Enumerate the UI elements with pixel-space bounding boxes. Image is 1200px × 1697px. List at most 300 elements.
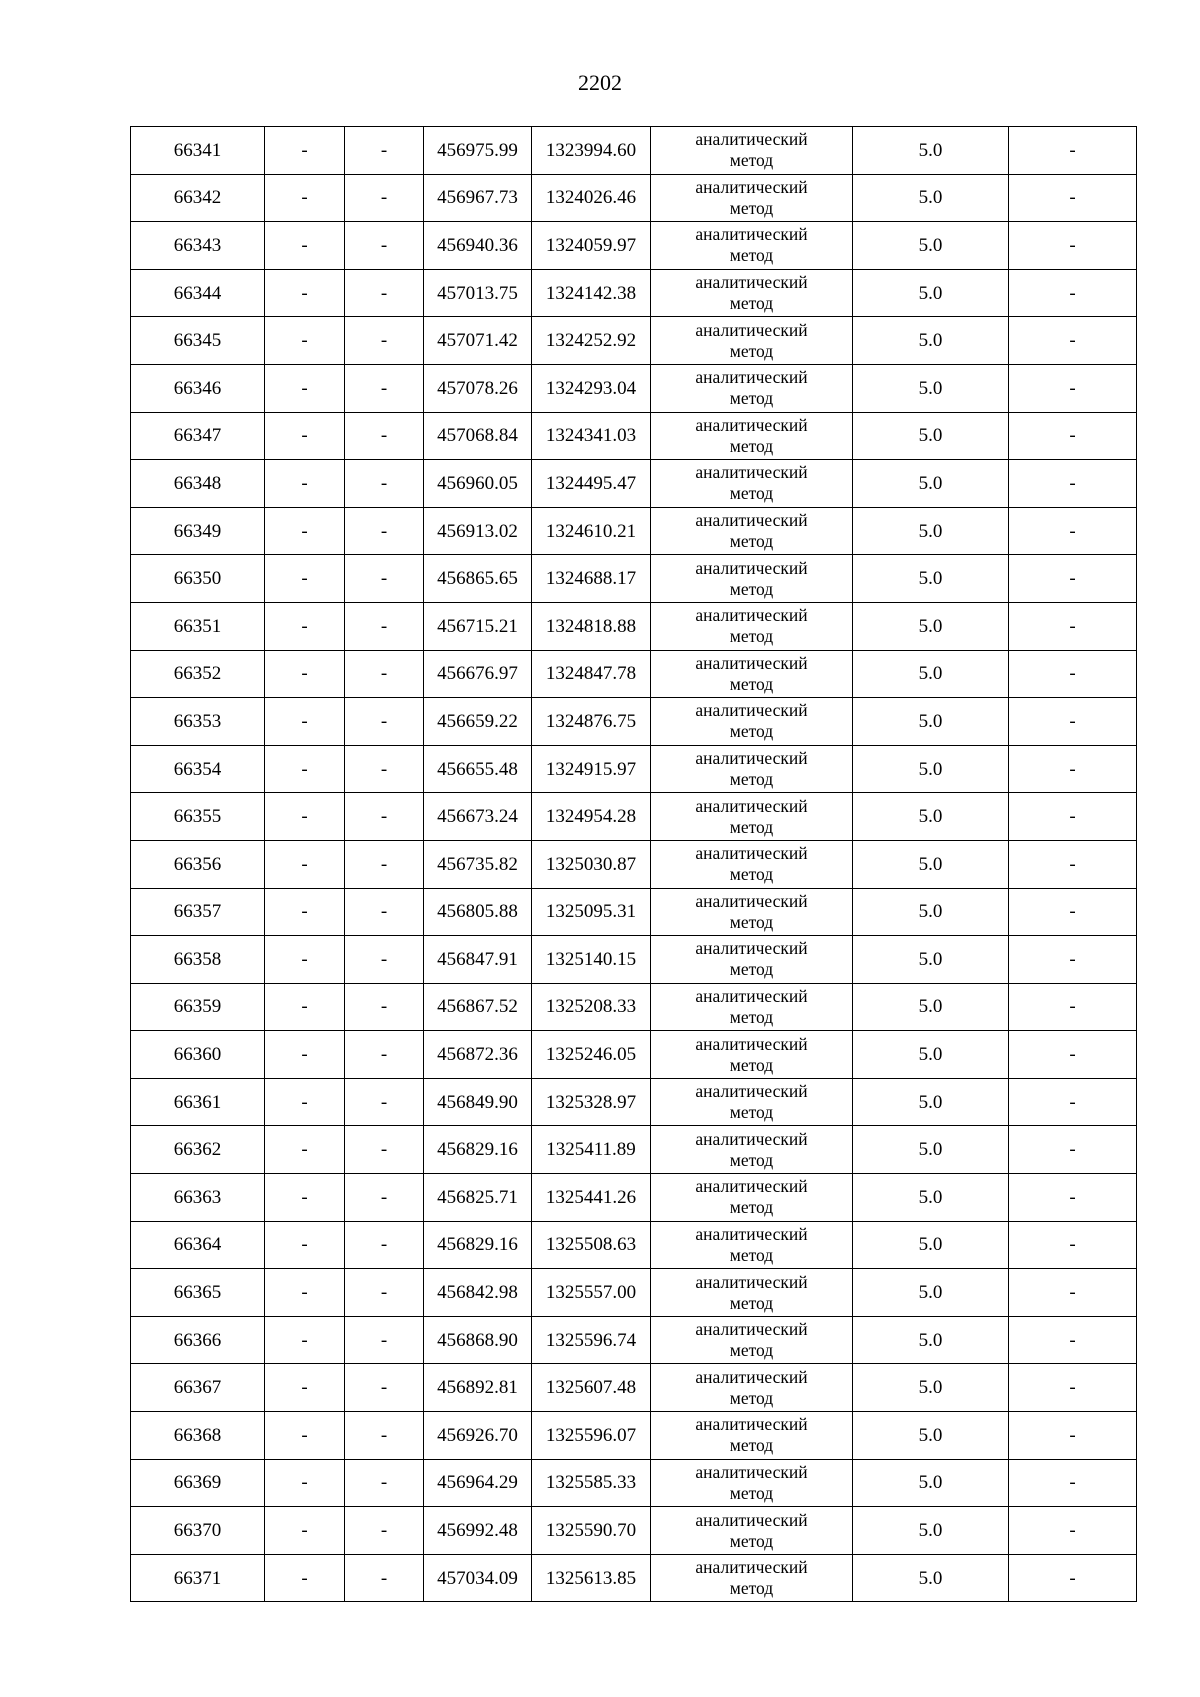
method-line-2: метод	[729, 1102, 774, 1123]
method-line-2: метод	[729, 435, 774, 456]
point-number-cell: 66363	[131, 1174, 265, 1222]
accuracy-cell: 5.0	[853, 127, 1009, 175]
method-line-2: метод	[729, 1054, 774, 1075]
method-line-1: аналитический	[695, 1509, 808, 1530]
method-line-1: аналитический	[695, 700, 808, 721]
note-cell: -	[1009, 412, 1137, 460]
method-line-1: аналитический	[695, 652, 808, 673]
empty-dash-cell: -	[345, 1269, 424, 1317]
y-coordinate-cell: 1325613.85	[532, 1554, 651, 1602]
method-line-1: аналитический	[695, 748, 808, 769]
table-row	[131, 1031, 1137, 1079]
table-row	[131, 1507, 1137, 1555]
method-cell	[651, 127, 853, 175]
y-coordinate-cell: 1323994.60	[532, 127, 651, 175]
point-number-cell: 66357	[131, 888, 265, 936]
method-cell	[651, 460, 853, 508]
table-row	[131, 745, 1137, 793]
method-cell	[651, 1031, 853, 1079]
note-cell: -	[1009, 127, 1137, 175]
x-coordinate-cell: 456805.88	[424, 888, 532, 936]
empty-dash-cell: -	[345, 888, 424, 936]
empty-dash-cell: -	[345, 412, 424, 460]
y-coordinate-cell: 1324847.78	[532, 650, 651, 698]
empty-dash-cell: -	[265, 364, 345, 412]
empty-dash-cell: -	[345, 698, 424, 746]
point-number-cell: 66368	[131, 1412, 265, 1460]
empty-dash-cell: -	[345, 1507, 424, 1555]
empty-dash-cell: -	[265, 555, 345, 603]
method-cell	[651, 936, 853, 984]
point-number-cell: 66347	[131, 412, 265, 460]
empty-dash-cell: -	[265, 1507, 345, 1555]
y-coordinate-cell: 1325590.70	[532, 1507, 651, 1555]
empty-dash-cell: -	[345, 269, 424, 317]
accuracy-cell: 5.0	[853, 602, 1009, 650]
empty-dash-cell: -	[265, 650, 345, 698]
point-number-cell: 66351	[131, 602, 265, 650]
table-row	[131, 1078, 1137, 1126]
method-line-2: метод	[729, 578, 774, 599]
accuracy-cell: 5.0	[853, 1459, 1009, 1507]
point-number-cell: 66364	[131, 1221, 265, 1269]
empty-dash-cell: -	[345, 507, 424, 555]
accuracy-cell: 5.0	[853, 698, 1009, 746]
method-cell	[651, 1554, 853, 1602]
y-coordinate-cell: 1324293.04	[532, 364, 651, 412]
y-coordinate-cell: 1325246.05	[532, 1031, 651, 1079]
table-row	[131, 269, 1137, 317]
method-line-1: аналитический	[695, 224, 808, 245]
table-row	[131, 983, 1137, 1031]
x-coordinate-cell: 456865.65	[424, 555, 532, 603]
x-coordinate-cell: 456715.21	[424, 602, 532, 650]
empty-dash-cell: -	[345, 317, 424, 365]
table-row	[131, 317, 1137, 365]
y-coordinate-cell: 1325140.15	[532, 936, 651, 984]
empty-dash-cell: -	[345, 555, 424, 603]
accuracy-cell: 5.0	[853, 1126, 1009, 1174]
x-coordinate-cell: 456872.36	[424, 1031, 532, 1079]
empty-dash-cell: -	[345, 840, 424, 888]
empty-dash-cell: -	[265, 127, 345, 175]
x-coordinate-cell: 456992.48	[424, 1507, 532, 1555]
x-coordinate-cell: 456735.82	[424, 840, 532, 888]
y-coordinate-cell: 1325208.33	[532, 983, 651, 1031]
y-coordinate-cell: 1325411.89	[532, 1126, 651, 1174]
y-coordinate-cell: 1325030.87	[532, 840, 651, 888]
accuracy-cell: 5.0	[853, 1412, 1009, 1460]
method-line-2: метод	[729, 1340, 774, 1361]
method-line-2: метод	[729, 293, 774, 314]
point-number-cell: 66341	[131, 127, 265, 175]
point-number-cell: 66353	[131, 698, 265, 746]
table-row	[131, 174, 1137, 222]
table-row	[131, 1269, 1137, 1317]
x-coordinate-cell: 456829.16	[424, 1221, 532, 1269]
accuracy-cell: 5.0	[853, 1364, 1009, 1412]
note-cell: -	[1009, 1174, 1137, 1222]
method-line-1: аналитический	[695, 605, 808, 626]
empty-dash-cell: -	[265, 840, 345, 888]
point-number-cell: 66350	[131, 555, 265, 603]
y-coordinate-cell: 1325095.31	[532, 888, 651, 936]
accuracy-cell: 5.0	[853, 745, 1009, 793]
note-cell: -	[1009, 983, 1137, 1031]
note-cell: -	[1009, 840, 1137, 888]
point-number-cell: 66355	[131, 793, 265, 841]
empty-dash-cell: -	[345, 1078, 424, 1126]
table-row	[131, 698, 1137, 746]
y-coordinate-cell: 1324876.75	[532, 698, 651, 746]
accuracy-cell: 5.0	[853, 317, 1009, 365]
x-coordinate-cell: 456676.97	[424, 650, 532, 698]
table-body	[131, 127, 1137, 1602]
x-coordinate-cell: 457071.42	[424, 317, 532, 365]
method-cell	[651, 1221, 853, 1269]
empty-dash-cell: -	[265, 745, 345, 793]
note-cell: -	[1009, 1459, 1137, 1507]
method-line-2: метод	[729, 864, 774, 885]
empty-dash-cell: -	[265, 174, 345, 222]
point-number-cell: 66352	[131, 650, 265, 698]
table-row	[131, 364, 1137, 412]
y-coordinate-cell: 1324954.28	[532, 793, 651, 841]
coordinates-table	[130, 126, 1137, 1602]
method-line-1: аналитический	[695, 272, 808, 293]
method-line-1: аналитический	[695, 1223, 808, 1244]
note-cell: -	[1009, 1126, 1137, 1174]
x-coordinate-cell: 456967.73	[424, 174, 532, 222]
table-row	[131, 222, 1137, 270]
method-line-1: аналитический	[695, 414, 808, 435]
y-coordinate-cell: 1324026.46	[532, 174, 651, 222]
accuracy-cell: 5.0	[853, 1221, 1009, 1269]
point-number-cell: 66358	[131, 936, 265, 984]
method-cell	[651, 412, 853, 460]
method-cell	[651, 793, 853, 841]
accuracy-cell: 5.0	[853, 1269, 1009, 1317]
method-cell	[651, 222, 853, 270]
note-cell: -	[1009, 1269, 1137, 1317]
method-line-1: аналитический	[695, 1081, 808, 1102]
method-line-2: метод	[729, 911, 774, 932]
empty-dash-cell: -	[345, 1459, 424, 1507]
y-coordinate-cell: 1325508.63	[532, 1221, 651, 1269]
point-number-cell: 66370	[131, 1507, 265, 1555]
x-coordinate-cell: 457013.75	[424, 269, 532, 317]
point-number-cell: 66365	[131, 1269, 265, 1317]
empty-dash-cell: -	[265, 222, 345, 270]
accuracy-cell: 5.0	[853, 1031, 1009, 1079]
x-coordinate-cell: 457078.26	[424, 364, 532, 412]
x-coordinate-cell: 456868.90	[424, 1316, 532, 1364]
empty-dash-cell: -	[265, 698, 345, 746]
empty-dash-cell: -	[265, 1126, 345, 1174]
table-row	[131, 1126, 1137, 1174]
note-cell: -	[1009, 698, 1137, 746]
accuracy-cell: 5.0	[853, 793, 1009, 841]
table-row	[131, 1554, 1137, 1602]
empty-dash-cell: -	[265, 507, 345, 555]
empty-dash-cell: -	[345, 745, 424, 793]
table-row	[131, 555, 1137, 603]
point-number-cell: 66361	[131, 1078, 265, 1126]
method-line-1: аналитический	[695, 1557, 808, 1578]
x-coordinate-cell: 456829.16	[424, 1126, 532, 1174]
method-cell	[651, 745, 853, 793]
y-coordinate-cell: 1325585.33	[532, 1459, 651, 1507]
point-number-cell: 66371	[131, 1554, 265, 1602]
method-cell	[651, 269, 853, 317]
note-cell: -	[1009, 1507, 1137, 1555]
method-line-1: аналитический	[695, 938, 808, 959]
method-line-1: аналитический	[695, 843, 808, 864]
method-line-2: метод	[729, 1149, 774, 1170]
method-line-1: аналитический	[695, 557, 808, 578]
table-row	[131, 1459, 1137, 1507]
x-coordinate-cell: 456867.52	[424, 983, 532, 1031]
empty-dash-cell: -	[345, 127, 424, 175]
method-line-2: метод	[729, 340, 774, 361]
method-line-1: аналитический	[695, 367, 808, 388]
method-cell	[651, 650, 853, 698]
method-cell	[651, 1364, 853, 1412]
method-line-1: аналитический	[695, 1414, 808, 1435]
x-coordinate-cell: 456964.29	[424, 1459, 532, 1507]
point-number-cell: 66354	[131, 745, 265, 793]
y-coordinate-cell: 1324142.38	[532, 269, 651, 317]
empty-dash-cell: -	[345, 364, 424, 412]
empty-dash-cell: -	[265, 1221, 345, 1269]
x-coordinate-cell: 456940.36	[424, 222, 532, 270]
empty-dash-cell: -	[345, 1126, 424, 1174]
accuracy-cell: 5.0	[853, 840, 1009, 888]
method-line-1: аналитический	[695, 1128, 808, 1149]
x-coordinate-cell: 456847.91	[424, 936, 532, 984]
y-coordinate-cell: 1324495.47	[532, 460, 651, 508]
method-line-1: аналитический	[695, 1461, 808, 1482]
empty-dash-cell: -	[265, 1269, 345, 1317]
empty-dash-cell: -	[345, 1554, 424, 1602]
empty-dash-cell: -	[345, 1412, 424, 1460]
accuracy-cell: 5.0	[853, 1554, 1009, 1602]
method-cell	[651, 1126, 853, 1174]
empty-dash-cell: -	[345, 1221, 424, 1269]
empty-dash-cell: -	[265, 412, 345, 460]
note-cell: -	[1009, 174, 1137, 222]
empty-dash-cell: -	[265, 888, 345, 936]
y-coordinate-cell: 1324610.21	[532, 507, 651, 555]
y-coordinate-cell: 1325328.97	[532, 1078, 651, 1126]
y-coordinate-cell: 1325596.07	[532, 1412, 651, 1460]
note-cell: -	[1009, 222, 1137, 270]
empty-dash-cell: -	[345, 793, 424, 841]
method-line-2: метод	[729, 1006, 774, 1027]
accuracy-cell: 5.0	[853, 174, 1009, 222]
y-coordinate-cell: 1325596.74	[532, 1316, 651, 1364]
note-cell: -	[1009, 364, 1137, 412]
method-cell	[651, 1078, 853, 1126]
method-line-1: аналитический	[695, 985, 808, 1006]
empty-dash-cell: -	[345, 174, 424, 222]
method-line-2: метод	[729, 959, 774, 980]
empty-dash-cell: -	[345, 650, 424, 698]
x-coordinate-cell: 456673.24	[424, 793, 532, 841]
y-coordinate-cell: 1324818.88	[532, 602, 651, 650]
point-number-cell: 66362	[131, 1126, 265, 1174]
note-cell: -	[1009, 745, 1137, 793]
note-cell: -	[1009, 555, 1137, 603]
method-line-2: метод	[729, 1578, 774, 1599]
method-cell	[651, 507, 853, 555]
point-number-cell: 66342	[131, 174, 265, 222]
empty-dash-cell: -	[265, 1031, 345, 1079]
table-row	[131, 1174, 1137, 1222]
method-cell	[651, 1412, 853, 1460]
empty-dash-cell: -	[345, 983, 424, 1031]
empty-dash-cell: -	[345, 602, 424, 650]
table-row	[131, 1364, 1137, 1412]
empty-dash-cell: -	[265, 1174, 345, 1222]
empty-dash-cell: -	[345, 1031, 424, 1079]
table-row	[131, 507, 1137, 555]
table-row	[131, 1316, 1137, 1364]
method-line-1: аналитический	[695, 462, 808, 483]
method-cell	[651, 698, 853, 746]
empty-dash-cell: -	[265, 1412, 345, 1460]
method-line-1: аналитический	[695, 1176, 808, 1197]
y-coordinate-cell: 1324252.92	[532, 317, 651, 365]
method-line-2: метод	[729, 1244, 774, 1265]
method-line-2: метод	[729, 626, 774, 647]
method-line-2: метод	[729, 483, 774, 504]
method-cell	[651, 1459, 853, 1507]
empty-dash-cell: -	[265, 269, 345, 317]
method-cell	[651, 174, 853, 222]
table-row	[131, 840, 1137, 888]
table-row	[131, 793, 1137, 841]
method-line-1: аналитический	[695, 890, 808, 911]
accuracy-cell: 5.0	[853, 650, 1009, 698]
y-coordinate-cell: 1324688.17	[532, 555, 651, 603]
method-line-2: метод	[729, 1530, 774, 1551]
method-line-2: метод	[729, 1197, 774, 1218]
page-number: 2202	[578, 70, 622, 95]
accuracy-cell: 5.0	[853, 412, 1009, 460]
accuracy-cell: 5.0	[853, 1507, 1009, 1555]
accuracy-cell: 5.0	[853, 460, 1009, 508]
method-line-1: аналитический	[695, 319, 808, 340]
empty-dash-cell: -	[345, 1316, 424, 1364]
y-coordinate-cell: 1324915.97	[532, 745, 651, 793]
x-coordinate-cell: 456926.70	[424, 1412, 532, 1460]
empty-dash-cell: -	[265, 1316, 345, 1364]
empty-dash-cell: -	[265, 936, 345, 984]
note-cell: -	[1009, 650, 1137, 698]
accuracy-cell: 5.0	[853, 936, 1009, 984]
method-line-2: метод	[729, 388, 774, 409]
empty-dash-cell: -	[265, 1364, 345, 1412]
table-row	[131, 602, 1137, 650]
accuracy-cell: 5.0	[853, 983, 1009, 1031]
x-coordinate-cell: 456825.71	[424, 1174, 532, 1222]
method-line-2: метод	[729, 1435, 774, 1456]
point-number-cell: 66369	[131, 1459, 265, 1507]
empty-dash-cell: -	[265, 602, 345, 650]
point-number-cell: 66343	[131, 222, 265, 270]
table-row	[131, 888, 1137, 936]
method-line-2: метод	[729, 769, 774, 790]
y-coordinate-cell: 1325441.26	[532, 1174, 651, 1222]
note-cell: -	[1009, 507, 1137, 555]
empty-dash-cell: -	[345, 460, 424, 508]
empty-dash-cell: -	[265, 1459, 345, 1507]
note-cell: -	[1009, 1031, 1137, 1079]
table-row	[131, 460, 1137, 508]
empty-dash-cell: -	[265, 317, 345, 365]
point-number-cell: 66367	[131, 1364, 265, 1412]
empty-dash-cell: -	[265, 460, 345, 508]
method-cell	[651, 888, 853, 936]
empty-dash-cell: -	[345, 222, 424, 270]
point-number-cell: 66345	[131, 317, 265, 365]
method-cell	[651, 1174, 853, 1222]
x-coordinate-cell: 456842.98	[424, 1269, 532, 1317]
empty-dash-cell: -	[265, 1078, 345, 1126]
accuracy-cell: 5.0	[853, 269, 1009, 317]
x-coordinate-cell: 456892.81	[424, 1364, 532, 1412]
empty-dash-cell: -	[265, 983, 345, 1031]
method-line-2: метод	[729, 721, 774, 742]
empty-dash-cell: -	[345, 936, 424, 984]
note-cell: -	[1009, 1554, 1137, 1602]
method-line-1: аналитический	[695, 1033, 808, 1054]
y-coordinate-cell: 1324341.03	[532, 412, 651, 460]
note-cell: -	[1009, 460, 1137, 508]
method-line-1: аналитический	[695, 1366, 808, 1387]
table-row	[131, 412, 1137, 460]
y-coordinate-cell: 1324059.97	[532, 222, 651, 270]
method-line-2: метод	[729, 816, 774, 837]
accuracy-cell: 5.0	[853, 555, 1009, 603]
y-coordinate-cell: 1325607.48	[532, 1364, 651, 1412]
note-cell: -	[1009, 602, 1137, 650]
method-line-1: аналитический	[695, 129, 808, 150]
point-number-cell: 66360	[131, 1031, 265, 1079]
method-line-2: метод	[729, 1292, 774, 1313]
note-cell: -	[1009, 1316, 1137, 1364]
method-cell	[651, 317, 853, 365]
x-coordinate-cell: 456913.02	[424, 507, 532, 555]
empty-dash-cell: -	[265, 1554, 345, 1602]
method-cell	[651, 1507, 853, 1555]
accuracy-cell: 5.0	[853, 507, 1009, 555]
note-cell: -	[1009, 1412, 1137, 1460]
point-number-cell: 66348	[131, 460, 265, 508]
note-cell: -	[1009, 269, 1137, 317]
note-cell: -	[1009, 1364, 1137, 1412]
method-line-2: метод	[729, 197, 774, 218]
point-number-cell: 66366	[131, 1316, 265, 1364]
point-number-cell: 66349	[131, 507, 265, 555]
y-coordinate-cell: 1325557.00	[532, 1269, 651, 1317]
note-cell: -	[1009, 888, 1137, 936]
note-cell: -	[1009, 1078, 1137, 1126]
method-line-1: аналитический	[695, 176, 808, 197]
point-number-cell: 66344	[131, 269, 265, 317]
accuracy-cell: 5.0	[853, 222, 1009, 270]
